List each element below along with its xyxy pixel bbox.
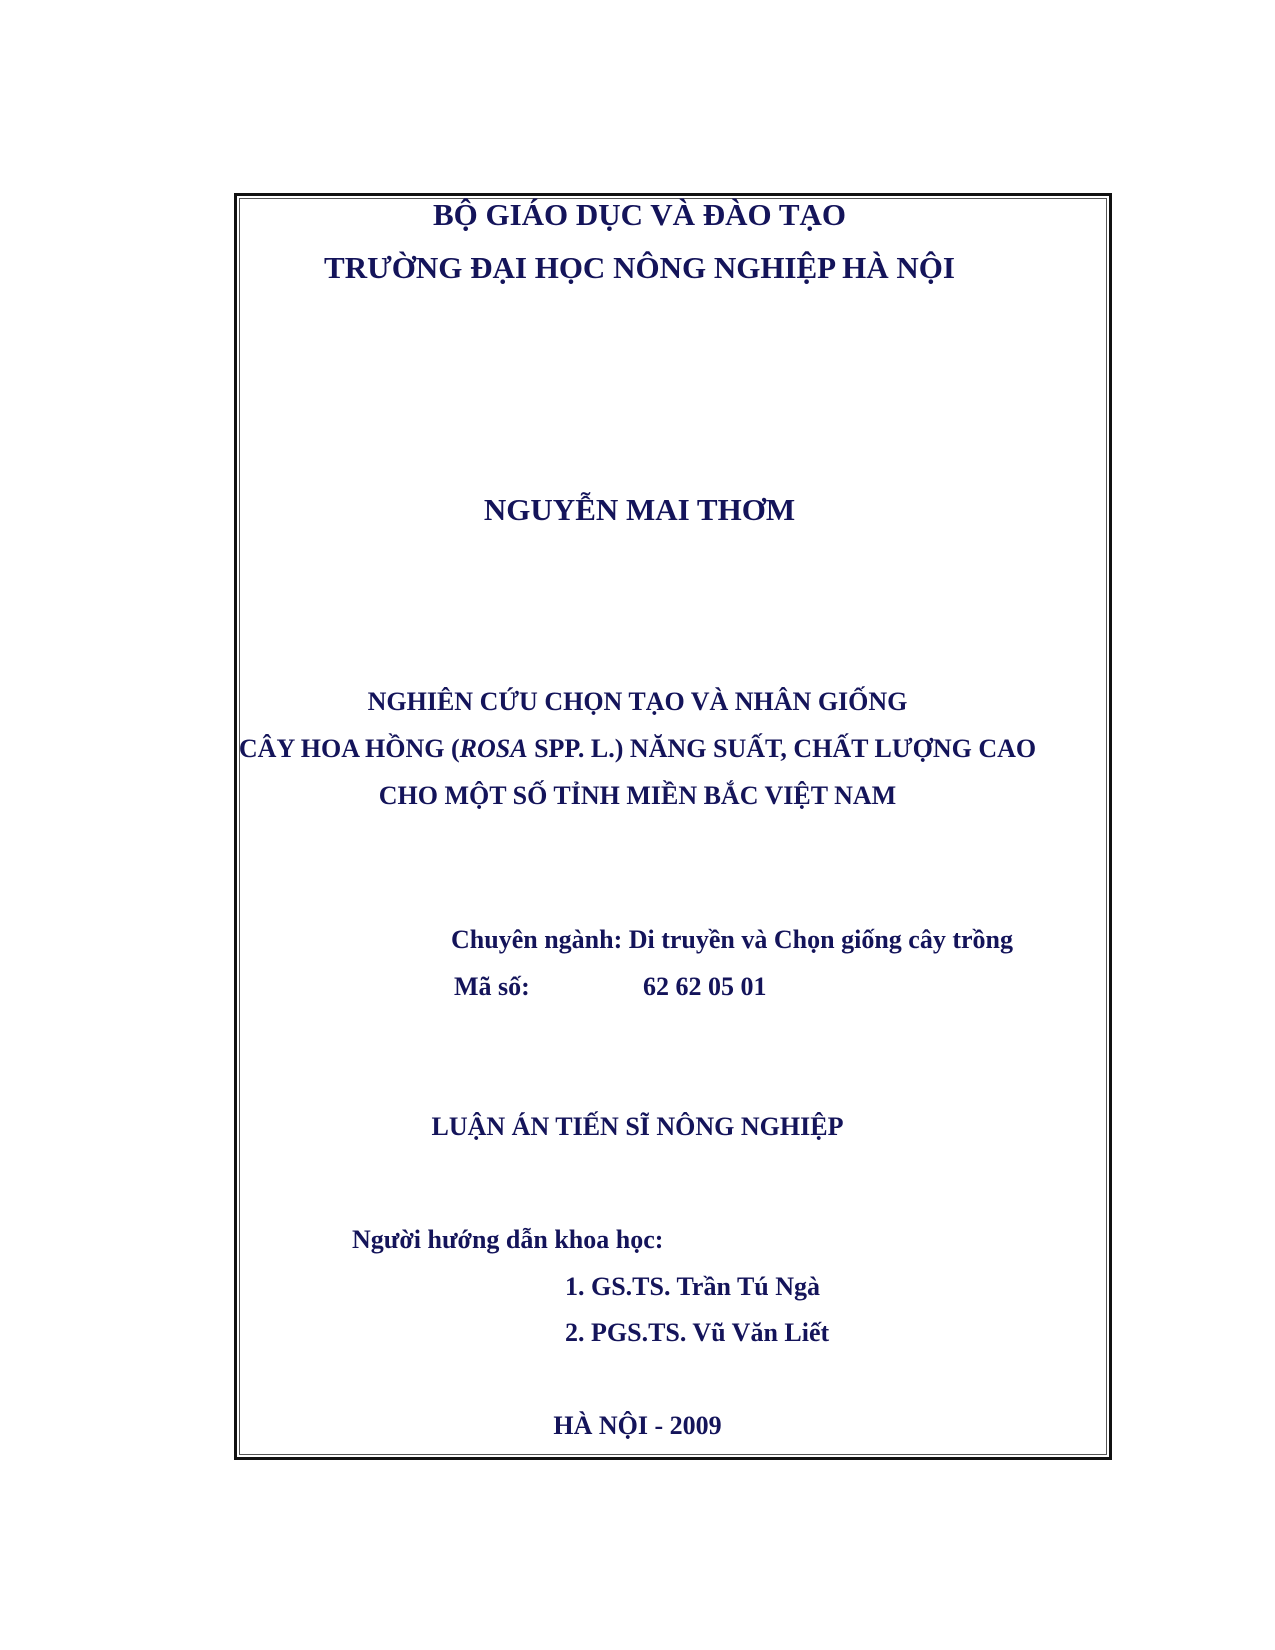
ministry-heading: BỘ GIÁO DỤC VÀ ĐÀO TẠO — [432, 197, 847, 232]
thesis-title-line-2 — [0, 734, 1275, 764]
author-name: NGUYỄN MAI THƠM — [483, 492, 796, 527]
title-line-2-italic: ROSA — [459, 734, 528, 763]
page-border — [234, 193, 1112, 1460]
advisor-item: 1. GS.TS. Trần Tú Ngà — [565, 1272, 821, 1301]
thesis-title-line-1: NGHIÊN CỨU CHỌN TẠO VÀ NHÂN GIỐNG — [367, 687, 908, 716]
code-label: Mã số: — [454, 972, 530, 1001]
university-heading: TRƯỜNG ĐẠI HỌC NÔNG NGHIỆP HÀ NỘI — [324, 250, 955, 285]
title-line-2-suffix: SPP. L.) NĂNG SUẤT, CHẤT LƯỢNG CAO — [527, 734, 1037, 763]
thesis-title-line-3: CHO MỘT SỐ TỈNH MIỀN BẮC VIỆT NAM — [378, 781, 897, 810]
advisors-label: Người hướng dẫn khoa học: — [352, 1225, 664, 1254]
title-line-2-prefix: CÂY HOA HỒNG ( — [238, 734, 460, 763]
degree-title: LUẬN ÁN TIẾN SĨ NÔNG NGHIỆP — [431, 1112, 844, 1141]
page-border-inner — [239, 198, 1107, 1455]
advisor-item: 2. PGS.TS. Vũ Văn Liết — [565, 1318, 830, 1347]
specialization: Chuyên ngành: Di truyền và Chọn giống cây trồng — [451, 925, 1013, 954]
place-year: HÀ NỘI - 2009 — [553, 1411, 722, 1440]
code-value: 62 62 05 01 — [643, 972, 767, 1001]
